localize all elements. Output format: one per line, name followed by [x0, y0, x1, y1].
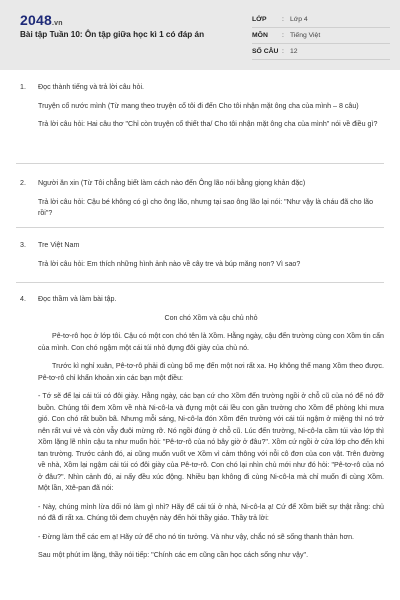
- question-number: 4.: [20, 295, 26, 303]
- meta-key: LỚP: [252, 16, 267, 23]
- meta-row-question-count: [252, 44, 390, 60]
- question-body: [38, 82, 384, 131]
- question-passage: Tre Việt Nam: [38, 241, 80, 249]
- story-paragraph: - Này, chúng mình lừa dối nó làm gì nhỉ? Hãy để cái túi ở nhà, Ni-cô-la ạ! Cứ để Xồm biết sự thật rằng: chủ nó đã đi rất xa. Chúng tôi đem chuyện này đến hỏi thầy giáo. Thầy trả lời:: [38, 502, 384, 522]
- meta-row-grade: [252, 12, 390, 28]
- question-ask: Trả lời câu hỏi: Em thích những hình ảnh nào về cây tre và búp măng non? Vì sao?: [38, 259, 301, 268]
- logo-suffix: .vn: [51, 20, 63, 27]
- meta-value: 12: [290, 48, 298, 55]
- question-number: 3.: [20, 241, 26, 249]
- question-body: [38, 178, 384, 220]
- document-title: Bài tập Tuần 10: Ôn tập giữa học kì 1 có đáp án: [20, 30, 205, 39]
- divider: [16, 163, 384, 164]
- question-body: [38, 240, 384, 270]
- logo-main: 2048: [20, 12, 52, 28]
- question-passage: Người ăn xin (Từ Tôi chẳng biết làm cách nào đến Ông lão nói bằng giọng khản đặc): [38, 179, 306, 187]
- meta-row-subject: [252, 28, 390, 44]
- story-paragraph: Pê-tơ-rô học ở lớp tôi. Cậu có một con chó tên là Xồm. Hằng ngày, cậu đến trường cùng con Xồm tin cẩn của mình. Con chó ngậm một cái túi nhỏ đựng đôi giày của chủ nó.: [38, 332, 384, 352]
- question-ask: Trả lời câu hỏi: Cậu bé không có gì cho ông lão, nhưng tại sao ông lão lại nói: "Như vậy là cháu đã cho lão rồi"?: [38, 197, 374, 217]
- question-body: [38, 294, 384, 562]
- divider: [16, 227, 384, 228]
- meta-value: Tiếng Việt: [290, 32, 321, 39]
- meta-separator: :: [282, 48, 284, 55]
- question-ask: Trả lời câu hỏi: Hai câu thơ "Chỉ còn truyện cổ thiết tha/ Cho tôi nhận mặt ông cha của mình" nói về điều gì?: [38, 120, 378, 128]
- meta-separator: :: [282, 32, 284, 39]
- question-prompt: Đọc thầm và làm bài tập.: [38, 295, 117, 303]
- document-header: [0, 0, 400, 70]
- story-paragraph: - Tớ sẽ để lại cái túi có đôi giày. Hằng ngày, các bạn cứ cho Xồm đến trường ngồi ở chỗ cũ của nó để nó đỡ buồn. Chúng tôi đem Xồm về nhà Ni-cô-la và đựng một cái lều con gần trường cho Xồm để phòng khi mưa gió. Con chó rất buồn bã. Nhưng mỗi sáng, Ni-cô-la đón Xồm đến trường với cái túi ngậm ở miệng thì nó trở nên rất vui vẻ và còn vẫy đuôi mừng rỡ. Nó ngồi đúng ở chỗ cũ. Lúc đến trường, Ni-cô-la cầm túi vào lớp thì Xồm lặng lẽ nhìn cậu ta như muốn hỏi: "Pê-tơ-rô của nó bây giờ ở đâu?". Xồm cứ ngồi ở cửa lớp cho đến khi tan trường. Trước cảnh đó, ai cũng muốn vuốt ve Xồm vì cảm thông với nỗi cô đơn của con vật. Trên đường về nhà, Xồm lại ngậm cái túi có đôi giày của Pê-tơ-rô. Con chó lại nhìn chủ mới như đó hỏi: "Pê-tơ-rô của nó ở đâu?". Nhìn cảnh đó, ai nấy đều xúc động. Nhiều bạn không đi cùng Ni-cô-la mà chỉ muốn đi cùng Xồm. Một lần, Xtê-pan đã nói:: [38, 392, 384, 492]
- meta-key: SỐ CÂU: [252, 48, 279, 55]
- meta-value: Lớp 4: [290, 16, 308, 23]
- story-title: Con chó Xồm và cậu chủ nhỏ: [164, 313, 258, 322]
- question-number: 2.: [20, 179, 26, 187]
- question-passage: Truyện cổ nước mình (Từ mang theo truyện cổ tôi đi đến Cho tôi nhận mặt ông cha của mình – 8 câu): [38, 101, 359, 110]
- question-number: 1.: [20, 83, 26, 91]
- meta-key: MÔN: [252, 32, 268, 39]
- site-logo[interactable]: [20, 12, 63, 28]
- document-meta-table: [252, 12, 390, 60]
- meta-separator: :: [282, 16, 284, 23]
- question-prompt: Đọc thành tiếng và trả lời câu hỏi.: [38, 83, 144, 91]
- story-paragraph: - Đừng làm thế các em ạ! Hãy cứ để cho nó tin tưởng. Và như vậy, chắc nó sẽ sống thanh thản hơn.: [38, 532, 355, 541]
- story-paragraph: Trước kì nghỉ xuân, Pê-tơ-rô phải đi cùng bố mẹ đến một nơi rất xa. Họ không thể mang Xồm theo được. Pê-tơ-rô chỉ khẩn khoản xin các bạn một điều:: [38, 362, 384, 382]
- story-paragraph: Sau một phút im lặng, thầy nói tiếp: "Chính các em cũng cần học cách sống như vậy".: [38, 551, 309, 559]
- divider: [16, 282, 384, 283]
